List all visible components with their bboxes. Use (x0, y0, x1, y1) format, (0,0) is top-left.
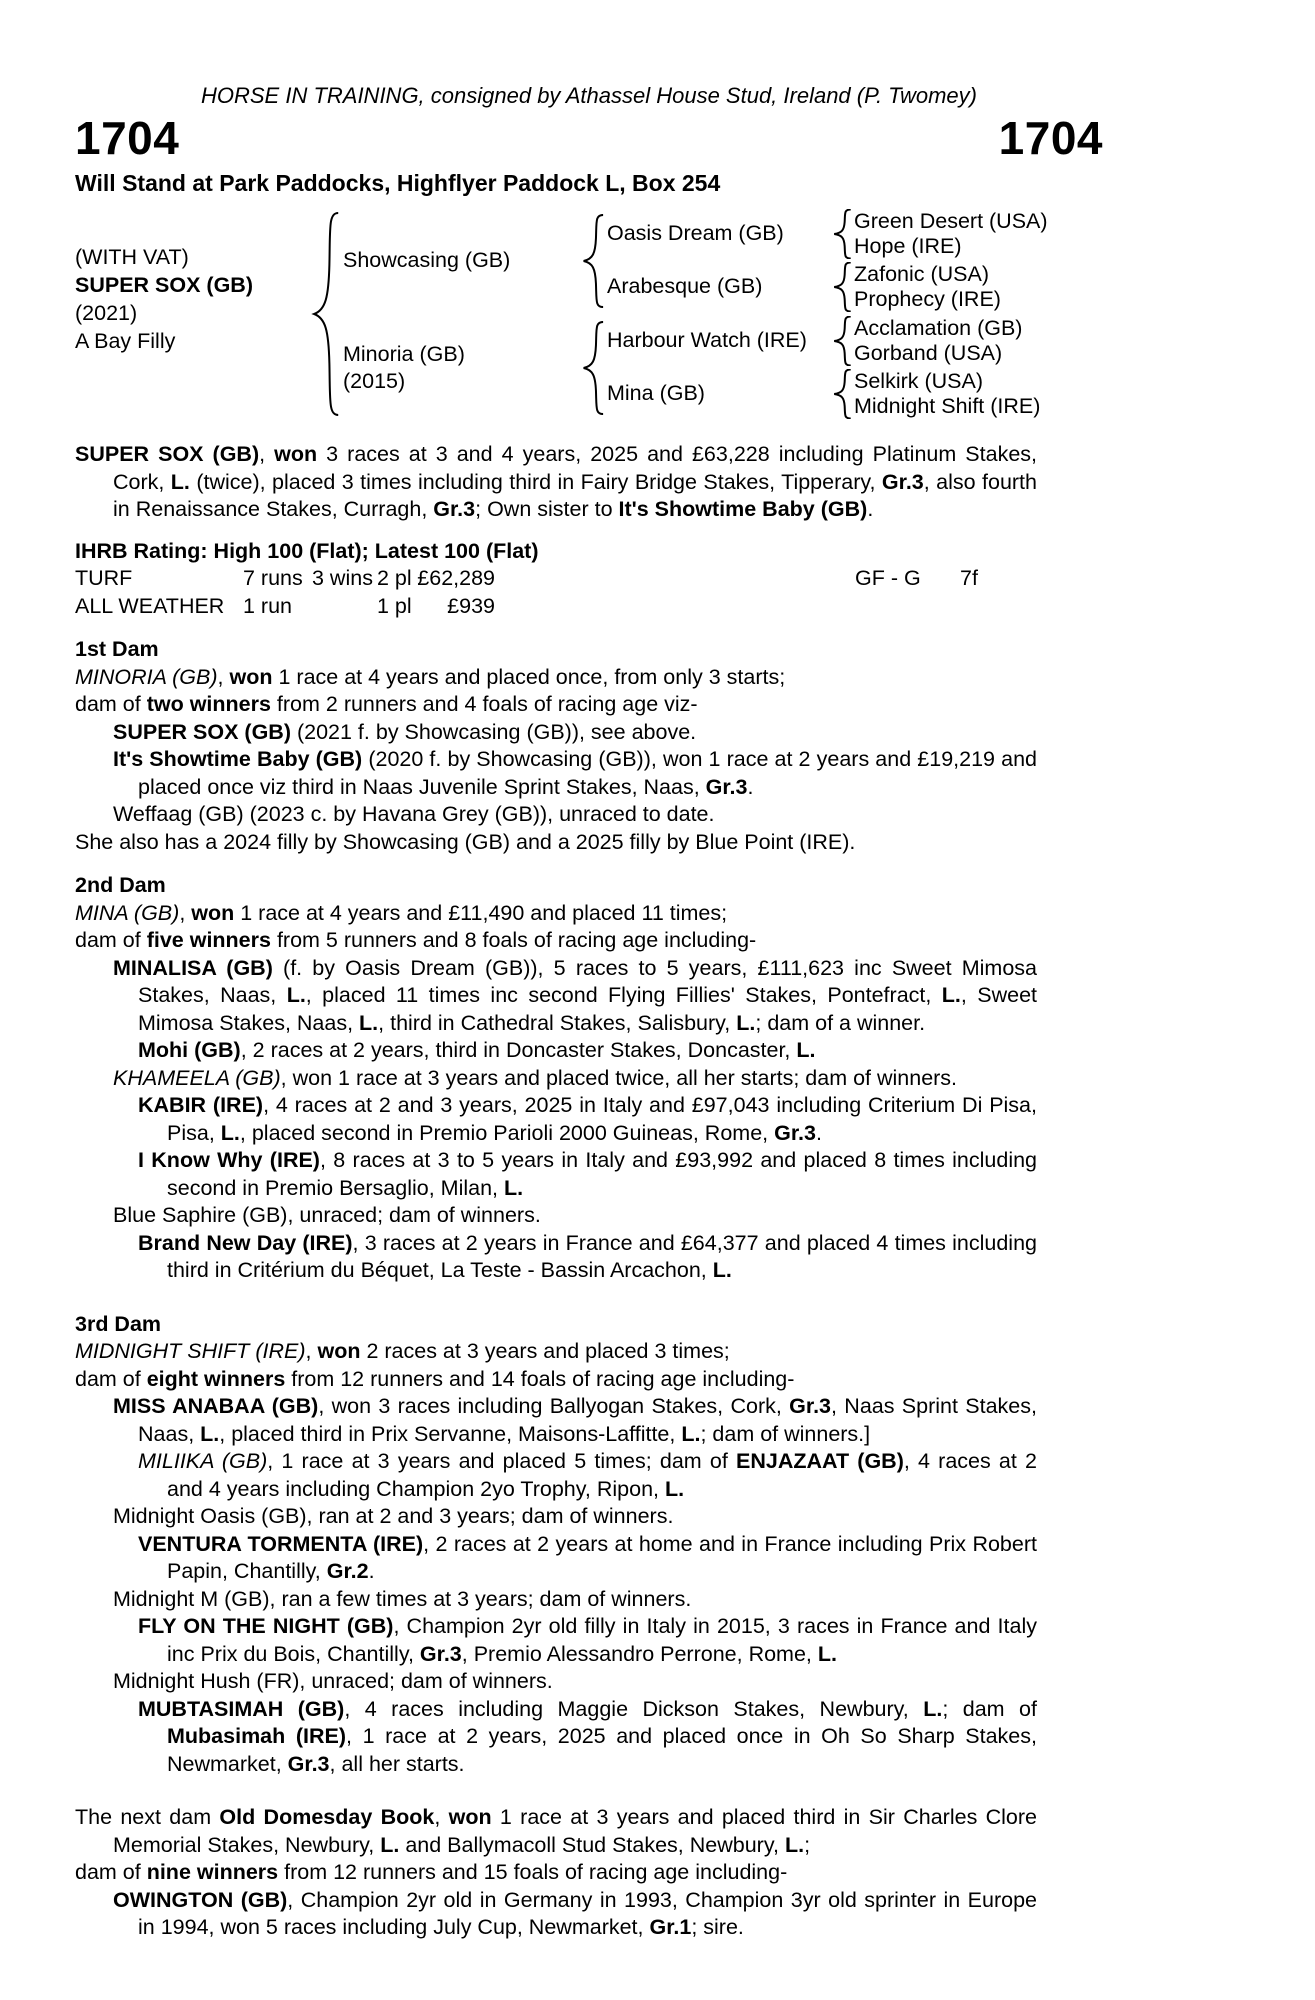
first-dam-heading: 1st Dam (75, 637, 159, 661)
damsire-branch (607, 315, 1103, 368)
owington-entry: OWINGTON (GB), Champion 2yr old in Germany in 1993, Champion 3yr old sprinter in Europe in 1994, won 5 races including July Cup, Newmarket, Gr.1; sire. (113, 1887, 1037, 1939)
ventura-tormenta-entry: VENTURA TORMENTA (IRE), 2 races at 2 years at home and in France including Prix Robert Papin, Chantilly, Gr.2. (138, 1531, 1037, 1583)
granddam-branch (607, 261, 1103, 314)
minoria-produce-line: dam of two winners from 2 runners and 4 foals of racing age viz- (75, 692, 698, 716)
lot-number-row (75, 112, 1103, 166)
earnings-value: £62,289 (417, 566, 495, 590)
mina-produce-line: dam of five winners from 5 runners and 8 foals of racing age including- (75, 928, 757, 952)
great-grandparent-name: Gorband (USA) (854, 341, 1003, 365)
dam-name: Minoria (GB) (343, 341, 465, 366)
dam-name-cell (343, 341, 581, 395)
horse-year: (2021) (75, 301, 138, 325)
great-grandparent-name: Acclamation (GB) (854, 316, 1023, 340)
great-grandparents (854, 262, 1103, 312)
great-grandparent-name: Selkirk (USA) (854, 369, 984, 393)
weffaag-entry: Weffaag (GB) (2023 c. by Havana Grey (GB)), unraced to date. (113, 802, 715, 826)
horse-name: SUPER SOX (GB) (75, 273, 253, 297)
mina-line: MINA (GB), won 1 race at 4 years and £11,490 and placed 11 times; (75, 900, 728, 925)
midnight-oasis-entry: Midnight Oasis (GB), ran at 2 and 3 years; dam of winners. (113, 1504, 674, 1528)
second-dam-heading: 2nd Dam (75, 873, 166, 897)
vat-note: (WITH VAT) (75, 245, 189, 269)
grandsire-branch (607, 208, 1103, 261)
granddam-name: Arabesque (GB) (607, 274, 763, 299)
she-also-has-line: She also has a 2024 filly by Showcasing (GB) and a 2025 filly by Blue Point (IRE). (75, 829, 856, 854)
miss-anabaa-entry: MISS ANABAA (GB), won 3 races including Ballyogan Stakes, Cork, Gr.3, Naas Sprint Stakes, Naas, L., placed third in Prix Servanne, Maisons-Laffitte, L.; dam of winners.] (113, 1394, 1037, 1446)
third-dam-heading: 3rd Dam (75, 1311, 162, 1336)
second-dam-branch (607, 368, 1103, 421)
midnight-m-entry: Midnight M (GB), ran a few times at 3 years; dam of winners. (113, 1586, 692, 1611)
consignor-line: HORSE IN TRAINING, consigned by Athassel House Stud, Ireland (P. Twomey) (200, 83, 977, 108)
places-value: 2 pl (377, 566, 412, 590)
runs-value: 1 run (243, 593, 293, 618)
sire-name-cell (343, 247, 581, 274)
earnings-value: £939 (447, 593, 495, 618)
rating-heading: IHRB Rating: High 100 (Flat); Latest 100 (Flat) (75, 538, 539, 563)
mohi-entry: Mohi (GB), 2 races at 2 years, third in Doncaster Stakes, Doncaster, L. (138, 1038, 816, 1062)
miliika-entry: MILIIKA (GB), 1 race at 3 years and placed 5 times; dam of ENJAZAAT (GB), 4 races at 2 and 4 years including Champion 2yo Trophy, Ripon, L. (138, 1449, 1038, 1501)
surface-label: TURF (75, 566, 133, 590)
grandsire-name: Oasis Dream (GB) (607, 221, 784, 246)
horse-identity (75, 207, 311, 421)
great-grandparent-name: Green Desert (USA) (854, 209, 1048, 233)
mubtasimah-entry: MUBTASIMAH (GB), 4 races including Maggie Dickson Stakes, Newbury, L.; dam of Mubasimah (IRE), 1 race at 2 years, 2025 and placed once in Oh So Sharp Stakes, Newmarket, Gr.3, all her starts. (138, 1696, 1037, 1776)
fly-on-the-night-entry: FLY ON THE NIGHT (GB), Champion 2yr old filly in Italy in 2015, 3 races in France and Italy inc Prix du Bois, Chantilly, Gr.3, Premio Alessandro Perrone, Rome, L. (138, 1614, 1037, 1666)
lot-number-right: 1704 (998, 111, 1103, 164)
dam-sub: (2015) (343, 368, 406, 393)
rating-row-all-weather (75, 593, 1037, 621)
great-grandparent-name: Midnight Shift (IRE) (854, 394, 1041, 418)
small-brace-icon (832, 316, 854, 366)
runs-value: 7 runs (243, 566, 303, 590)
main-brace-icon (311, 207, 343, 421)
great-grandparent-name: Prophecy (IRE) (854, 287, 1001, 311)
pedigree-tree (75, 207, 1103, 421)
distance-value: 7f (960, 566, 978, 590)
khameela-entry: KHAMEELA (GB), won 1 race at 3 years and placed twice, all her starts; dam of winners. (113, 1065, 958, 1090)
surface-label: ALL WEATHER (75, 593, 225, 618)
race-record: SUPER SOX (GB), won 3 races at 3 and 4 years, 2025 and £63,228 including Platinum Stakes, Cork, L. (twice), placed 3 times including third in Fairy Bridge Stakes, Tipperary, Gr.3, also fourth in Renaissance Stakes, Curragh, Gr.3; Own sister to It's Showtime Baby (GB). (75, 442, 1037, 521)
sire-brace-icon (581, 214, 607, 308)
dam-brace-icon (581, 321, 607, 415)
going-value: GF - G (855, 566, 921, 590)
lot-number-left: 1704 (75, 111, 180, 164)
wins-value: 3 wins (312, 566, 373, 590)
sire-branch (343, 207, 1103, 314)
small-brace-icon (832, 369, 854, 419)
places-value: 1 pl (377, 593, 412, 618)
i-know-why-entry: I Know Why (IRE), 8 races at 3 to 5 years in Italy and £93,992 and placed 8 times including second in Premio Bersaglio, Milan, L. (138, 1148, 1038, 1200)
horse-description: A Bay Filly (75, 329, 176, 353)
minalisa-entry: MINALISA (GB) (f. by Oasis Dream (GB)), 5 races to 5 years, £111,623 inc Sweet Mimosa Stakes, Naas, L., placed 11 times inc second Flying Fillies' Stakes, Pontefract, L., Sweet Mimosa Stakes, Naas, L., third in Cathedral Stakes, Salisbury, L.; dam of a winner. (113, 955, 1038, 1035)
dam-sections (75, 636, 1037, 1942)
brand-new-day-entry: Brand New Day (IRE), 3 races at 2 years in France and £64,377 and placed 4 times including third in Critérium du Béquet, La Teste - Bassin Arcachon, L. (138, 1230, 1038, 1282)
great-grandparent-name: Hope (IRE) (854, 234, 962, 258)
great-grandparent-name: Zafonic (USA) (854, 262, 990, 286)
blue-saphire-entry: Blue Saphire (GB), unraced; dam of winners. (113, 1203, 541, 1227)
small-brace-icon (832, 209, 854, 259)
race-record-section (75, 441, 1037, 524)
rating-section (75, 538, 1037, 621)
great-grandparents (854, 316, 1103, 366)
dam-branch (343, 314, 1103, 421)
stand-location-line: Will Stand at Park Paddocks, Highflyer Paddock L, Box 254 (75, 169, 721, 196)
parents-column (343, 207, 1103, 421)
second-dam-name: Mina (GB) (607, 381, 705, 406)
small-brace-icon (832, 262, 854, 312)
great-grandparents (854, 369, 1103, 419)
catalogue-body (75, 441, 1037, 1942)
great-grandparents (854, 209, 1103, 259)
damsire-name: Harbour Watch (IRE) (607, 328, 807, 353)
midnight-hush-entry: Midnight Hush (FR), unraced; dam of winners. (113, 1669, 553, 1693)
minoria-line: MINORIA (GB), won 1 race at 4 years and placed once, from only 3 starts; (75, 664, 786, 689)
its-showtime-baby-entry: It's Showtime Baby (GB) (2020 f. by Showcasing (GB)), won 1 race at 2 years and £19,219 and placed once viz third in Naas Juvenile Sprint Stakes, Naas, Gr.3. (113, 747, 1037, 799)
catalogue-page (75, 0, 1103, 1942)
midnight-shift-produce-line: dam of eight winners from 12 runners and 14 foals of racing age including- (75, 1366, 795, 1391)
sire-name: Showcasing (GB) (343, 248, 511, 272)
kabir-entry: KABIR (IRE), 4 races at 2 and 3 years, 2025 in Italy and £97,043 including Criterium Di Pisa, Pisa, L., placed second in Premio Parioli 2000 Guineas, Rome, Gr.3. (138, 1093, 1037, 1145)
next-dam-line: The next dam Old Domesday Book, won 1 race at 3 years and placed third in Sir Charles Clore Memorial Stakes, Newbury, L. and Ballymacoll Stud Stakes, Newbury, L.; (75, 1805, 1038, 1857)
rating-row-turf (75, 565, 1037, 593)
next-dam-produce-line: dam of nine winners from 12 runners and 15 foals of racing age including- (75, 1860, 788, 1884)
midnight-shift-line: MIDNIGHT SHIFT (IRE), won 2 races at 3 years and placed 3 times; (75, 1339, 730, 1363)
super-sox-entry: SUPER SOX (GB) (2021 f. by Showcasing (GB)), see above. (113, 719, 697, 744)
